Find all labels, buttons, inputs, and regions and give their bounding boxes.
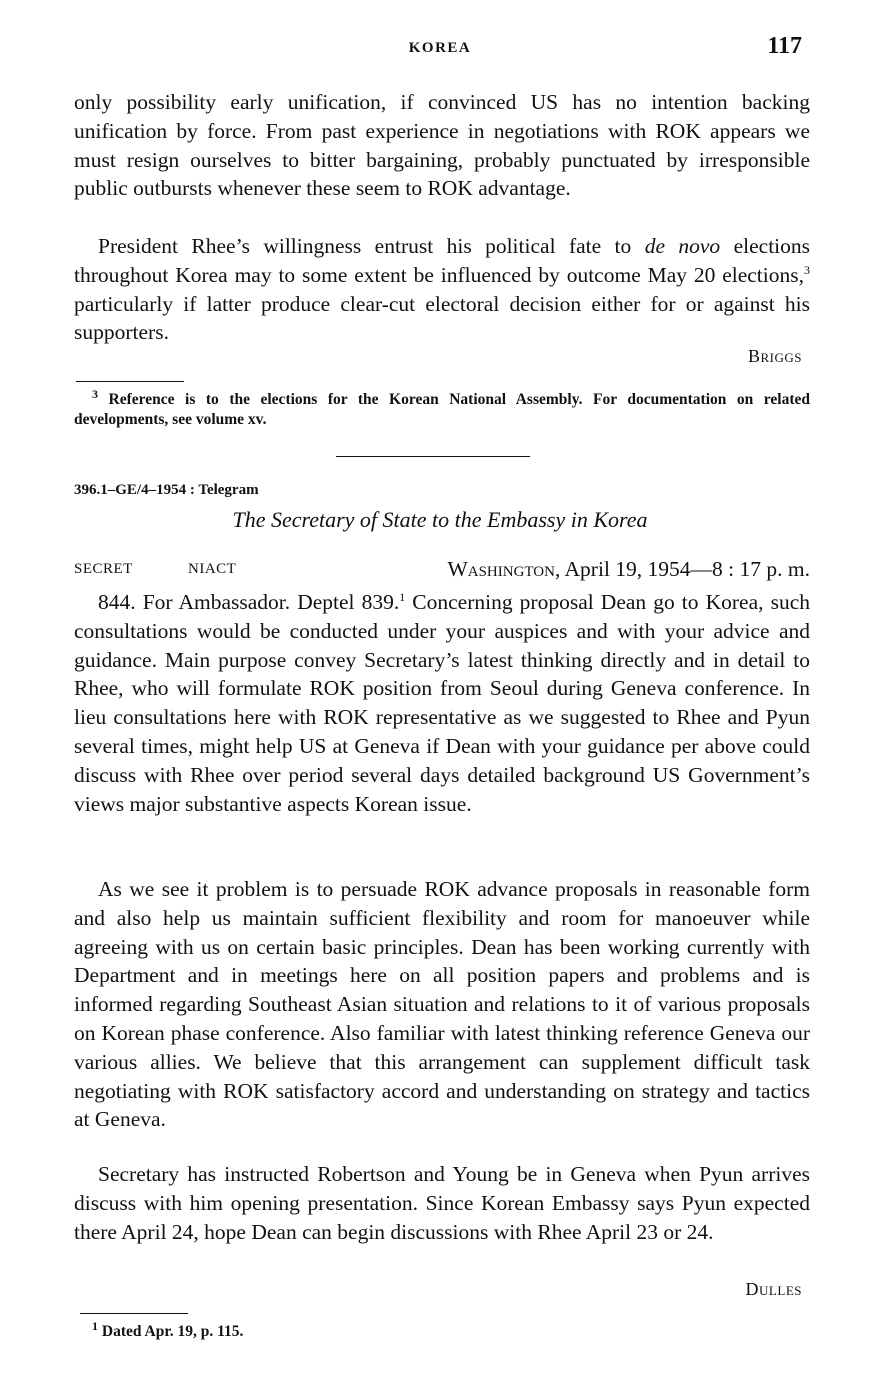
- telegram-paragraph-3: Secretary has instructed Robertson and Young be in Geneva when Pyun arrives discuss with him opening presentation. Since Korean Embassy says Pyun expected there April 24, hope Dean can begin discussions with Rhee April 23 or 24.: [74, 1162, 810, 1244]
- prev-doc-paragraph-2: [74, 232, 810, 347]
- footnote-text: Dated Apr. 19, p. 115.: [98, 1323, 244, 1340]
- date-time: , April 19, 1954—8 : 17 p. m.: [554, 557, 810, 581]
- footnote-text: Reference is to the elections for the Korean National Assembly. For documentation on related developments, see volume xv.: [74, 391, 810, 428]
- signature-briggs: Briggs: [747, 346, 802, 366]
- italic-text: de novo: [644, 234, 721, 258]
- section-divider: [336, 456, 530, 457]
- running-header: KOREA: [408, 40, 472, 56]
- text-run: elections throughout Korea may to some extent be influenced by outcome May 20 elections,: [74, 234, 811, 287]
- footnote-rule: [80, 1313, 188, 1314]
- footnote-reference: 1: [399, 589, 406, 604]
- document-title: The Secretary of State to the Embassy in Korea: [232, 507, 648, 532]
- telegram-paragraph-1: [74, 588, 810, 818]
- footnote-reference: 3: [804, 262, 810, 277]
- footnote-mark: 1: [92, 1318, 98, 1333]
- text-run: President Rhee’s willingness entrust his political fate to: [98, 234, 645, 258]
- text-run: 844. For Ambassador. Deptel 839.: [98, 590, 400, 614]
- footnote-1: [74, 1318, 810, 1342]
- text-run: Concerning proposal Dean go to Korea, such consultations would be conducted under your auspices and with your advice and guidance. Main purpose convey Secretary’s latest thinking directly and in detail to Rhee, who will formulate ROK position from Seoul during Geneva conference. In lieu consultations here with ROK representative as we suggested to Rhee and Pyun several times, might help US at Geneva if Dean with your guidance per above could discuss with Rhee over period several days detailed background US Government’s views major substantive aspects Korean issue.: [74, 590, 810, 816]
- page-number: 117: [767, 33, 802, 59]
- place-date: [447, 557, 810, 582]
- telegram-paragraph-2: As we see it problem is to persuade ROK advance proposals in reasonable form and also help us maintain sufficient flexibility and room for manoeuver while agreeing with us on certain basic principles. Dean has been working currently with Department and in meetings here on all position papers and problems and is informed regarding Southeast Asian situation and relations to it of various proposals on Korean phase conference. Also familiar with latest thinking reference Geneva our various allies. We believe that this arrangement can supplement difficult task negotiating with ROK satisfactory accord and understanding on strategy and tactics at Geneva.: [74, 877, 810, 1132]
- file-reference: 396.1–GE/4–1954 : Telegram: [74, 482, 259, 498]
- telegram-metadata: [74, 557, 810, 587]
- text-run: particularly if latter produce clear-cut electoral decision either for or against his supporters.: [74, 291, 810, 345]
- place-name: Washington: [447, 557, 555, 581]
- footnote-3: [74, 386, 810, 430]
- prev-doc-paragraph-1: only possibility early unification, if convinced US has no intention backing unification by force. From past experience in negotiations with ROK appears we must resign ourselves to bitter bargaining, probably punctuated by irresponsible public outbursts whenever these seem to ROK advantage.: [74, 90, 810, 201]
- signature-dulles: Dulles: [745, 1279, 802, 1299]
- footnote-rule: [76, 381, 184, 382]
- classification-label: SECRET: [74, 561, 133, 577]
- footnote-mark: 3: [92, 386, 98, 401]
- channel-label: NIACT: [188, 561, 237, 577]
